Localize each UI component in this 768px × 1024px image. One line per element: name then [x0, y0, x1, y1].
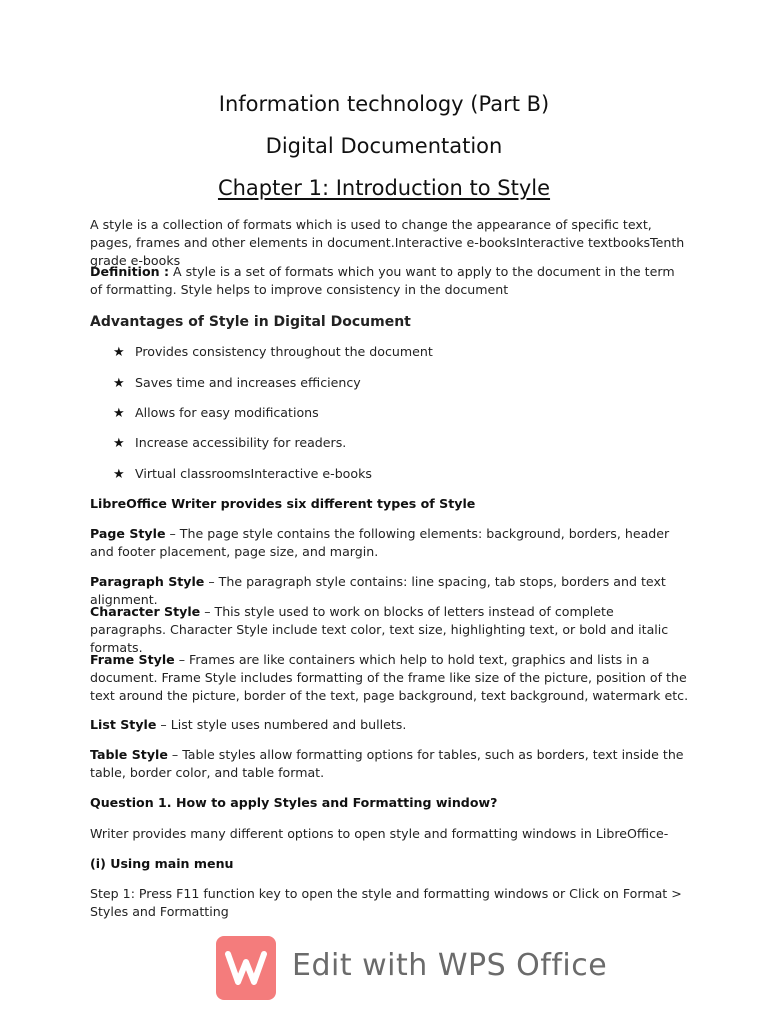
wps-logo-icon	[216, 936, 276, 1000]
list-style-paragraph: List Style – List style uses numbered and bullets.	[90, 717, 407, 732]
star-bullet-icon: ★	[113, 345, 125, 360]
table-style-paragraph: Table Style – Table styles allow formatting options for tables, such as borders, text inside the table, border color, and table format.	[90, 747, 684, 780]
wps-watermark	[216, 936, 616, 1000]
list-item: ★ Provides consistency throughout the document	[113, 344, 433, 360]
intro-paragraph: A style is a collection of formats which is used to change the appearance of specific text, pages, frames and other elements in document.Interactive e-booksInteractive textbooksTenth grade e-books	[90, 217, 685, 268]
definition-label: Definition :	[90, 264, 169, 279]
list-item: ★ Virtual classroomsInteractive e-books	[113, 466, 372, 482]
paragraph-style-paragraph: Paragraph Style – The paragraph style contains: line spacing, tab stops, borders and text alignment.	[90, 574, 666, 607]
definition-paragraph: Definition : A style is a set of formats which you want to apply to the document in the term of formatting. Style helps to improve consistency in the document	[90, 264, 675, 297]
doc-title: Information technology (Part B)	[218, 92, 550, 116]
star-bullet-icon: ★	[113, 376, 125, 391]
doc-subtitle: Digital Documentation	[265, 134, 503, 158]
list-item: ★ Saves time and increases efficiency	[113, 375, 361, 391]
advantages-heading: Advantages of Style in Digital Document	[90, 314, 411, 330]
star-bullet-icon: ★	[113, 436, 125, 451]
star-bullet-icon: ★	[113, 467, 125, 482]
method-heading: (i) Using main menu	[90, 856, 234, 871]
question-heading: Question 1. How to apply Styles and Formatting window?	[90, 795, 498, 810]
chapter-title: Chapter 1: Introduction to Style	[217, 176, 551, 200]
list-item: ★ Allows for easy modifications	[113, 405, 319, 421]
character-style-paragraph: Character Style – This style used to work on blocks of letters instead of complete paragraphs. Character Style include text color, text size, highlighting text, or bold and italic formats.	[90, 604, 669, 655]
writer-paragraph: Writer provides many different options to open style and formatting windows in LibreOffice-	[90, 826, 669, 841]
types-heading: LibreOffice Writer provides six different types of Style	[90, 496, 476, 511]
wps-watermark-text: Edit with WPS Office	[292, 948, 608, 983]
step1-paragraph: Step 1: Press F11 function key to open the style and formatting windows or Click on Format > Styles and Formatting	[90, 886, 682, 919]
star-bullet-icon: ★	[113, 406, 125, 421]
page-style-paragraph: Page Style – The page style contains the following elements: background, borders, header and footer placement, page size, and margin.	[90, 526, 670, 559]
frame-style-paragraph: Frame Style – Frames are like containers which help to hold text, graphics and lists in a document. Frame Style includes formatting of the frame like size of the picture, position of the text around the picture, border of the text, page background, text background, watermark etc.	[90, 652, 689, 703]
list-item: ★ Increase accessibility for readers.	[113, 435, 347, 451]
